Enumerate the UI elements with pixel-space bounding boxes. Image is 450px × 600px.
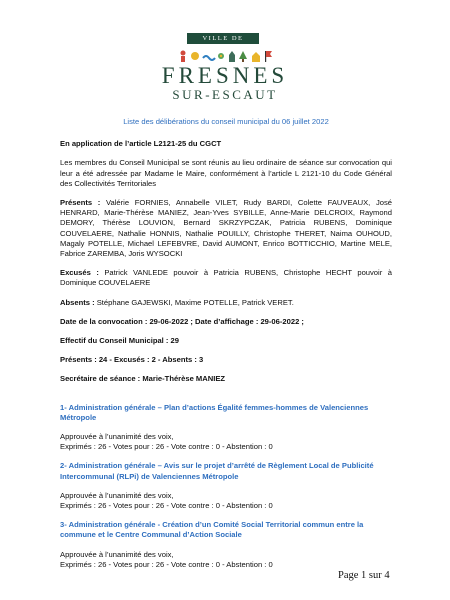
dates-line: Date de la convocation : 29-06-2022 ; Date d’affichage : 29-06-2022 ; xyxy=(60,316,304,326)
absents-paragraph xyxy=(60,298,392,308)
item-vote: Approuvée à l’unanimité des voix, xyxy=(60,432,174,442)
flower-icon xyxy=(218,53,224,59)
item-vote-detail: Exprimés : 26 - Votes pour : 26 - Vote contre : 0 - Abstention : 0 xyxy=(60,559,273,569)
item-title: 3- Administration générale - Création d’un Comité Social Territorial commun entre la commune et le Centre Communal d’Action Sociale xyxy=(60,520,364,540)
sun-icon xyxy=(191,52,199,60)
excuses-label: Excusés : xyxy=(60,268,99,278)
presents-list: Valérie FORNIES, Annabelle VILET, Rudy BARDI, Colette FAUVEAUX, José HENRARD, Marie-Thérèse MANIEZ, Jean-Yves SYBILLE, Anne-Marie DELCROIX, Raymond DEMORY, Thérèse LOUVION, Bernard SKRZYPCZAK, Patricia RUBENS, Dominique COUVELAERE, Nathalie HONNIS, Nathalie POUILLY, Christophe THERET, Naima OUHOUD, Magaly POTELLE, Michael LEFEBVRE, David AUMONT, Enrico BOTTICCHIO, Martine MELE, Fabrice ZAREMBA, Joris WYSOCKI xyxy=(60,198,392,259)
item-title: 2- Administration générale – Avis sur le projet d’arrêté de Règlement Local de Publicité Intercommunal (RLPi) de Valenciennes Métropole xyxy=(60,461,374,481)
presents-label: Présents : xyxy=(60,198,101,208)
church-icon xyxy=(229,51,235,62)
tree-icon xyxy=(239,51,247,62)
flag-icon xyxy=(265,51,272,62)
counts-line: Présents : 24 - Excusés : 2 - Absents : 3 xyxy=(60,355,204,365)
excuses-list: Patrick VANLEDE pouvoir à Patricia RUBENS, Christophe HECHT pouvoir à Dominique COUVELAERE xyxy=(60,268,392,288)
logo-icons xyxy=(177,49,273,63)
deliberation-item xyxy=(60,461,392,511)
item-vote-detail: Exprimés : 26 - Votes pour : 26 - Vote contre : 0 - Abstention : 0 xyxy=(60,501,273,511)
person-icon xyxy=(181,51,186,63)
excuses-paragraph xyxy=(60,268,392,288)
item-vote-detail: Exprimés : 26 - Votes pour : 26 - Vote contre : 0 - Abstention : 0 xyxy=(60,442,273,452)
deliberation-item xyxy=(60,403,392,453)
absents-list: Stéphane GAJEWSKI, Maxime POTELLE, Patrick VERET. xyxy=(96,297,294,307)
document-body xyxy=(60,117,392,570)
wave-icon xyxy=(203,56,215,60)
logo-city: FRESNES xyxy=(161,63,289,88)
presents-paragraph xyxy=(60,198,392,259)
secretaire-line: Secrétaire de séance : Marie-Thérèse MANIEZ xyxy=(60,374,226,384)
application-line: En application de l’article L2121-25 du CGCT xyxy=(60,139,222,149)
logo-banner: VILLE DE xyxy=(187,33,259,44)
logo-subtitle: SUR-ESCAUT xyxy=(172,87,278,102)
deliberation-item xyxy=(60,520,392,570)
intro-paragraph: Les membres du Conseil Municipal se sont réunis au lieu ordinaire de séance sur convocation qui leur a été adressée par Madame le Maire, conformément à l’article L 2121-10 du Code Général des Collectivités Territoriales xyxy=(60,158,392,188)
document-title: Liste des délibérations du conseil municipal du 06 juillet 2022 xyxy=(123,117,329,126)
town-logo xyxy=(0,0,450,110)
house-icon xyxy=(252,52,260,62)
item-title: 1- Administration générale – Plan d’actions Égalité femmes-hommes de Valenciennes Métropole xyxy=(60,402,369,422)
absents-label: Absents : xyxy=(60,297,95,307)
item-vote: Approuvée à l’unanimité des voix, xyxy=(60,549,174,559)
item-vote: Approuvée à l’unanimité des voix, xyxy=(60,490,174,500)
effectif-line: Effectif du Conseil Municipal : 29 xyxy=(60,336,179,346)
page-number: Page 1 sur 4 xyxy=(338,570,390,581)
